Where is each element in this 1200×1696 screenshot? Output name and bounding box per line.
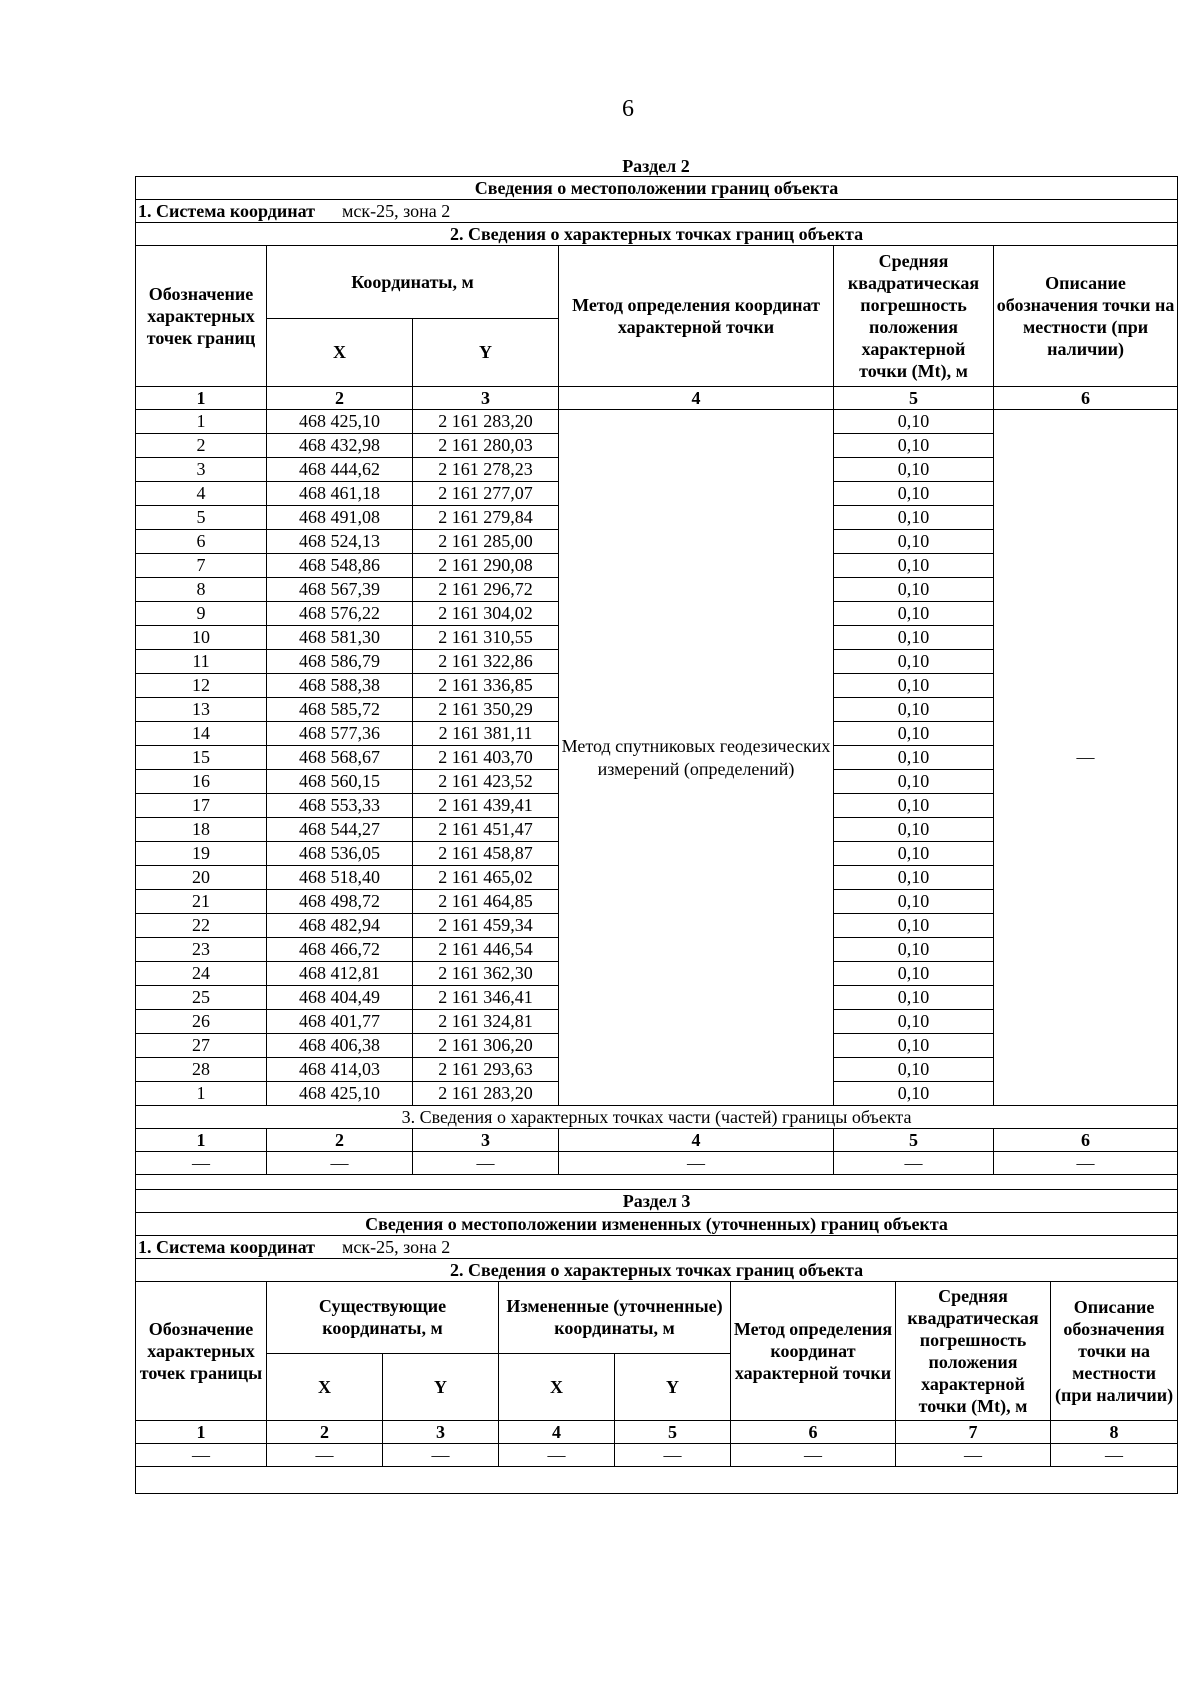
coord-y: 2 161 336,85 bbox=[413, 674, 559, 698]
empty-cell: — bbox=[994, 1152, 1178, 1175]
column-number: 1 bbox=[136, 387, 267, 410]
error-mt: 0,10 bbox=[834, 482, 994, 506]
coord-system-label: 1. Система координат bbox=[138, 1236, 315, 1257]
error-mt: 0,10 bbox=[834, 746, 994, 770]
point-number: 21 bbox=[136, 890, 267, 914]
empty-cell: — bbox=[413, 1152, 559, 1175]
column-number: 5 bbox=[615, 1421, 731, 1444]
empty-cell: — bbox=[615, 1444, 731, 1467]
point-number: 1 bbox=[136, 410, 267, 434]
s3-header-error: Средняя квадратическая погрешность положения характерной точки (Mt), м bbox=[896, 1282, 1051, 1421]
empty-cell: — bbox=[499, 1444, 615, 1467]
coord-x: 468 544,27 bbox=[267, 818, 413, 842]
header-description: Описание обозначения точки на местности (при наличии) bbox=[994, 246, 1178, 387]
coord-x: 468 412,81 bbox=[267, 962, 413, 986]
point-number: 10 bbox=[136, 626, 267, 650]
point-number: 7 bbox=[136, 554, 267, 578]
coord-y: 2 161 283,20 bbox=[413, 1082, 559, 1106]
coord-y: 2 161 324,81 bbox=[413, 1010, 559, 1034]
coord-y: 2 161 464,85 bbox=[413, 890, 559, 914]
column-number: 1 bbox=[136, 1421, 267, 1444]
coord-x: 468 491,08 bbox=[267, 506, 413, 530]
coord-system-value: мск-25, зона 2 bbox=[341, 1236, 451, 1257]
error-mt: 0,10 bbox=[834, 770, 994, 794]
point-number: 13 bbox=[136, 698, 267, 722]
point-number: 24 bbox=[136, 962, 267, 986]
method-cell: Метод спутниковых геодезических измерений (определений) bbox=[559, 410, 834, 1106]
empty-cell: — bbox=[896, 1444, 1051, 1467]
coord-y: 2 161 310,55 bbox=[413, 626, 559, 650]
coord-y: 2 161 278,23 bbox=[413, 458, 559, 482]
error-mt: 0,10 bbox=[834, 794, 994, 818]
coord-y: 2 161 322,86 bbox=[413, 650, 559, 674]
coord-y: 2 161 290,08 bbox=[413, 554, 559, 578]
point-number: 1 bbox=[136, 1082, 267, 1106]
coord-y: 2 161 346,41 bbox=[413, 986, 559, 1010]
point-number: 5 bbox=[136, 506, 267, 530]
column-number: 4 bbox=[499, 1421, 615, 1444]
coord-x: 468 567,39 bbox=[267, 578, 413, 602]
coord-y: 2 161 423,52 bbox=[413, 770, 559, 794]
coord-x: 468 518,40 bbox=[267, 866, 413, 890]
coord-y: 2 161 296,72 bbox=[413, 578, 559, 602]
empty-cell: — bbox=[136, 1444, 267, 1467]
header-x: X bbox=[267, 318, 413, 386]
error-mt: 0,10 bbox=[834, 962, 994, 986]
column-number: 3 bbox=[383, 1421, 499, 1444]
error-mt: 0,10 bbox=[834, 986, 994, 1010]
s3-column-numbers-row bbox=[136, 1421, 1178, 1444]
point-number: 9 bbox=[136, 602, 267, 626]
coord-x: 468 568,67 bbox=[267, 746, 413, 770]
coord-x: 468 414,03 bbox=[267, 1058, 413, 1082]
point-number: 22 bbox=[136, 914, 267, 938]
column-number: 3 bbox=[413, 1129, 559, 1152]
header-designation: Обозначение характерных точек границ bbox=[136, 246, 267, 387]
coord-y: 2 161 285,00 bbox=[413, 530, 559, 554]
section2-subtitle: Сведения о местоположении границ объекта bbox=[136, 177, 1178, 200]
table-row bbox=[136, 410, 1178, 434]
point-number: 23 bbox=[136, 938, 267, 962]
error-mt: 0,10 bbox=[834, 938, 994, 962]
coord-x: 468 588,38 bbox=[267, 674, 413, 698]
section3-table bbox=[135, 1189, 1178, 1494]
point-number: 27 bbox=[136, 1034, 267, 1058]
point-number: 28 bbox=[136, 1058, 267, 1082]
coord-system-label: 1. Система координат bbox=[138, 200, 315, 221]
coord-y: 2 161 381,11 bbox=[413, 722, 559, 746]
coord-x: 468 466,72 bbox=[267, 938, 413, 962]
coord-x: 468 560,15 bbox=[267, 770, 413, 794]
point-number: 12 bbox=[136, 674, 267, 698]
point-number: 17 bbox=[136, 794, 267, 818]
point-number: 3 bbox=[136, 458, 267, 482]
coord-y: 2 161 306,20 bbox=[413, 1034, 559, 1058]
coord-y: 2 161 446,54 bbox=[413, 938, 559, 962]
coord-y: 2 161 465,02 bbox=[413, 866, 559, 890]
column-number: 2 bbox=[267, 387, 413, 410]
point-number: 6 bbox=[136, 530, 267, 554]
points-table-body bbox=[136, 410, 1178, 1106]
error-mt: 0,10 bbox=[834, 698, 994, 722]
error-mt: 0,10 bbox=[834, 458, 994, 482]
empty-cell: — bbox=[267, 1152, 413, 1175]
column-number: 6 bbox=[994, 387, 1178, 410]
error-mt: 0,10 bbox=[834, 626, 994, 650]
coord-y: 2 161 279,84 bbox=[413, 506, 559, 530]
coord-x: 468 553,33 bbox=[267, 794, 413, 818]
point-number: 8 bbox=[136, 578, 267, 602]
column-number: 4 bbox=[559, 387, 834, 410]
point-number: 14 bbox=[136, 722, 267, 746]
error-mt: 0,10 bbox=[834, 818, 994, 842]
s3-header-method: Метод определения координат характерной точки bbox=[731, 1282, 896, 1421]
column-number: 6 bbox=[994, 1129, 1178, 1152]
coord-x: 468 576,22 bbox=[267, 602, 413, 626]
s3-header-description: Описание обозначения точки на местности (при наличии) bbox=[1051, 1282, 1178, 1421]
coord-y: 2 161 403,70 bbox=[413, 746, 559, 770]
point-number: 26 bbox=[136, 1010, 267, 1034]
point-number: 18 bbox=[136, 818, 267, 842]
point-number: 19 bbox=[136, 842, 267, 866]
coord-x: 468 548,86 bbox=[267, 554, 413, 578]
coord-x: 468 444,62 bbox=[267, 458, 413, 482]
coord-x: 468 536,05 bbox=[267, 842, 413, 866]
column-number: 5 bbox=[834, 1129, 994, 1152]
coord-x: 468 482,94 bbox=[267, 914, 413, 938]
error-mt: 0,10 bbox=[834, 554, 994, 578]
error-mt: 0,10 bbox=[834, 1010, 994, 1034]
point-number: 20 bbox=[136, 866, 267, 890]
header-y: Y bbox=[413, 318, 559, 386]
coord-x: 468 432,98 bbox=[267, 434, 413, 458]
coord-x: 468 425,10 bbox=[267, 410, 413, 434]
column-number: 2 bbox=[267, 1129, 413, 1152]
parts-empty-row bbox=[136, 1152, 1178, 1175]
coord-y: 2 161 439,41 bbox=[413, 794, 559, 818]
column-number: 6 bbox=[731, 1421, 896, 1444]
empty-cell: — bbox=[383, 1444, 499, 1467]
error-mt: 0,10 bbox=[834, 602, 994, 626]
column-number: 2 bbox=[267, 1421, 383, 1444]
coord-x: 468 586,79 bbox=[267, 650, 413, 674]
s3-header-existing: Существующие координаты, м bbox=[267, 1282, 499, 1354]
point-number: 4 bbox=[136, 482, 267, 506]
coord-x: 468 461,18 bbox=[267, 482, 413, 506]
coord-y: 2 161 293,63 bbox=[413, 1058, 559, 1082]
point-number: 15 bbox=[136, 746, 267, 770]
s3-header-changed: Измененные (уточненные) координаты, м bbox=[499, 1282, 731, 1354]
s3-bottom-blank bbox=[136, 1467, 1178, 1494]
column-number: 7 bbox=[896, 1421, 1051, 1444]
coord-x: 468 406,38 bbox=[267, 1034, 413, 1058]
error-mt: 0,10 bbox=[834, 914, 994, 938]
coord-y: 2 161 458,87 bbox=[413, 842, 559, 866]
section2-parts-title: 3. Сведения о характерных точках части (частей) границы объекта bbox=[136, 1106, 1178, 1129]
error-mt: 0,10 bbox=[834, 434, 994, 458]
empty-cell: — bbox=[834, 1152, 994, 1175]
error-mt: 0,10 bbox=[834, 1034, 994, 1058]
coord-x: 468 425,10 bbox=[267, 1082, 413, 1106]
section-separator bbox=[136, 1175, 1178, 1190]
coord-y: 2 161 283,20 bbox=[413, 410, 559, 434]
error-mt: 0,10 bbox=[834, 890, 994, 914]
point-number: 16 bbox=[136, 770, 267, 794]
error-mt: 0,10 bbox=[834, 578, 994, 602]
coord-y: 2 161 280,03 bbox=[413, 434, 559, 458]
header-coords: Координаты, м bbox=[267, 246, 559, 319]
section2-title: Раздел 2 bbox=[622, 156, 690, 176]
error-mt: 0,10 bbox=[834, 650, 994, 674]
error-mt: 0,10 bbox=[834, 410, 994, 434]
s3-header-changed-x: X bbox=[499, 1353, 615, 1421]
coord-y: 2 161 304,02 bbox=[413, 602, 559, 626]
empty-cell: — bbox=[136, 1152, 267, 1175]
point-number: 25 bbox=[136, 986, 267, 1010]
coord-system-value: мск-25, зона 2 bbox=[341, 200, 451, 221]
error-mt: 0,10 bbox=[834, 1058, 994, 1082]
section3-coord-system bbox=[136, 1236, 1178, 1259]
empty-cell: — bbox=[559, 1152, 834, 1175]
error-mt: 0,10 bbox=[834, 842, 994, 866]
column-number: 3 bbox=[413, 387, 559, 410]
coord-y: 2 161 451,47 bbox=[413, 818, 559, 842]
column-number: 1 bbox=[136, 1129, 267, 1152]
point-number: 2 bbox=[136, 434, 267, 458]
s3-header-designation: Обозначение характерных точек границы bbox=[136, 1282, 267, 1421]
coord-x: 468 585,72 bbox=[267, 698, 413, 722]
error-mt: 0,10 bbox=[834, 674, 994, 698]
empty-cell: — bbox=[267, 1444, 383, 1467]
description-cell: — bbox=[994, 410, 1178, 1106]
s3-empty-row bbox=[136, 1444, 1178, 1467]
parts-column-numbers-row bbox=[136, 1129, 1178, 1152]
error-mt: 0,10 bbox=[834, 722, 994, 746]
error-mt: 0,10 bbox=[834, 1082, 994, 1106]
column-number: 8 bbox=[1051, 1421, 1178, 1444]
coord-y: 2 161 459,34 bbox=[413, 914, 559, 938]
page-number: 6 bbox=[622, 96, 634, 122]
column-number: 5 bbox=[834, 387, 994, 410]
s3-header-changed-y: Y bbox=[615, 1353, 731, 1421]
section3-title: Раздел 3 bbox=[136, 1190, 1178, 1213]
coord-x: 468 524,13 bbox=[267, 530, 413, 554]
point-number: 11 bbox=[136, 650, 267, 674]
error-mt: 0,10 bbox=[834, 866, 994, 890]
section3-points-title: 2. Сведения о характерных точках границ объекта bbox=[136, 1259, 1178, 1282]
empty-cell: — bbox=[1051, 1444, 1178, 1467]
coord-y: 2 161 350,29 bbox=[413, 698, 559, 722]
column-number: 4 bbox=[559, 1129, 834, 1152]
column-numbers-row bbox=[136, 387, 1178, 410]
s3-header-existing-y: Y bbox=[383, 1353, 499, 1421]
error-mt: 0,10 bbox=[834, 530, 994, 554]
error-mt: 0,10 bbox=[834, 506, 994, 530]
document-sheet bbox=[135, 156, 1177, 1494]
coord-x: 468 577,36 bbox=[267, 722, 413, 746]
section2-coord-system bbox=[136, 200, 1178, 223]
coord-x: 468 404,49 bbox=[267, 986, 413, 1010]
coord-x: 468 401,77 bbox=[267, 1010, 413, 1034]
coord-y: 2 161 277,07 bbox=[413, 482, 559, 506]
coord-y: 2 161 362,30 bbox=[413, 962, 559, 986]
header-error: Средняя квадратическая погрешность положения характерной точки (Mt), м bbox=[834, 246, 994, 387]
coord-x: 468 581,30 bbox=[267, 626, 413, 650]
section2-table bbox=[135, 176, 1178, 1190]
section3-subtitle: Сведения о местоположении измененных (уточненных) границ объекта bbox=[136, 1213, 1178, 1236]
s3-header-existing-x: X bbox=[267, 1353, 383, 1421]
empty-cell: — bbox=[731, 1444, 896, 1467]
header-method: Метод определения координат характерной точки bbox=[559, 246, 834, 387]
coord-x: 468 498,72 bbox=[267, 890, 413, 914]
section2-points-title: 2. Сведения о характерных точках границ объекта bbox=[136, 223, 1178, 246]
